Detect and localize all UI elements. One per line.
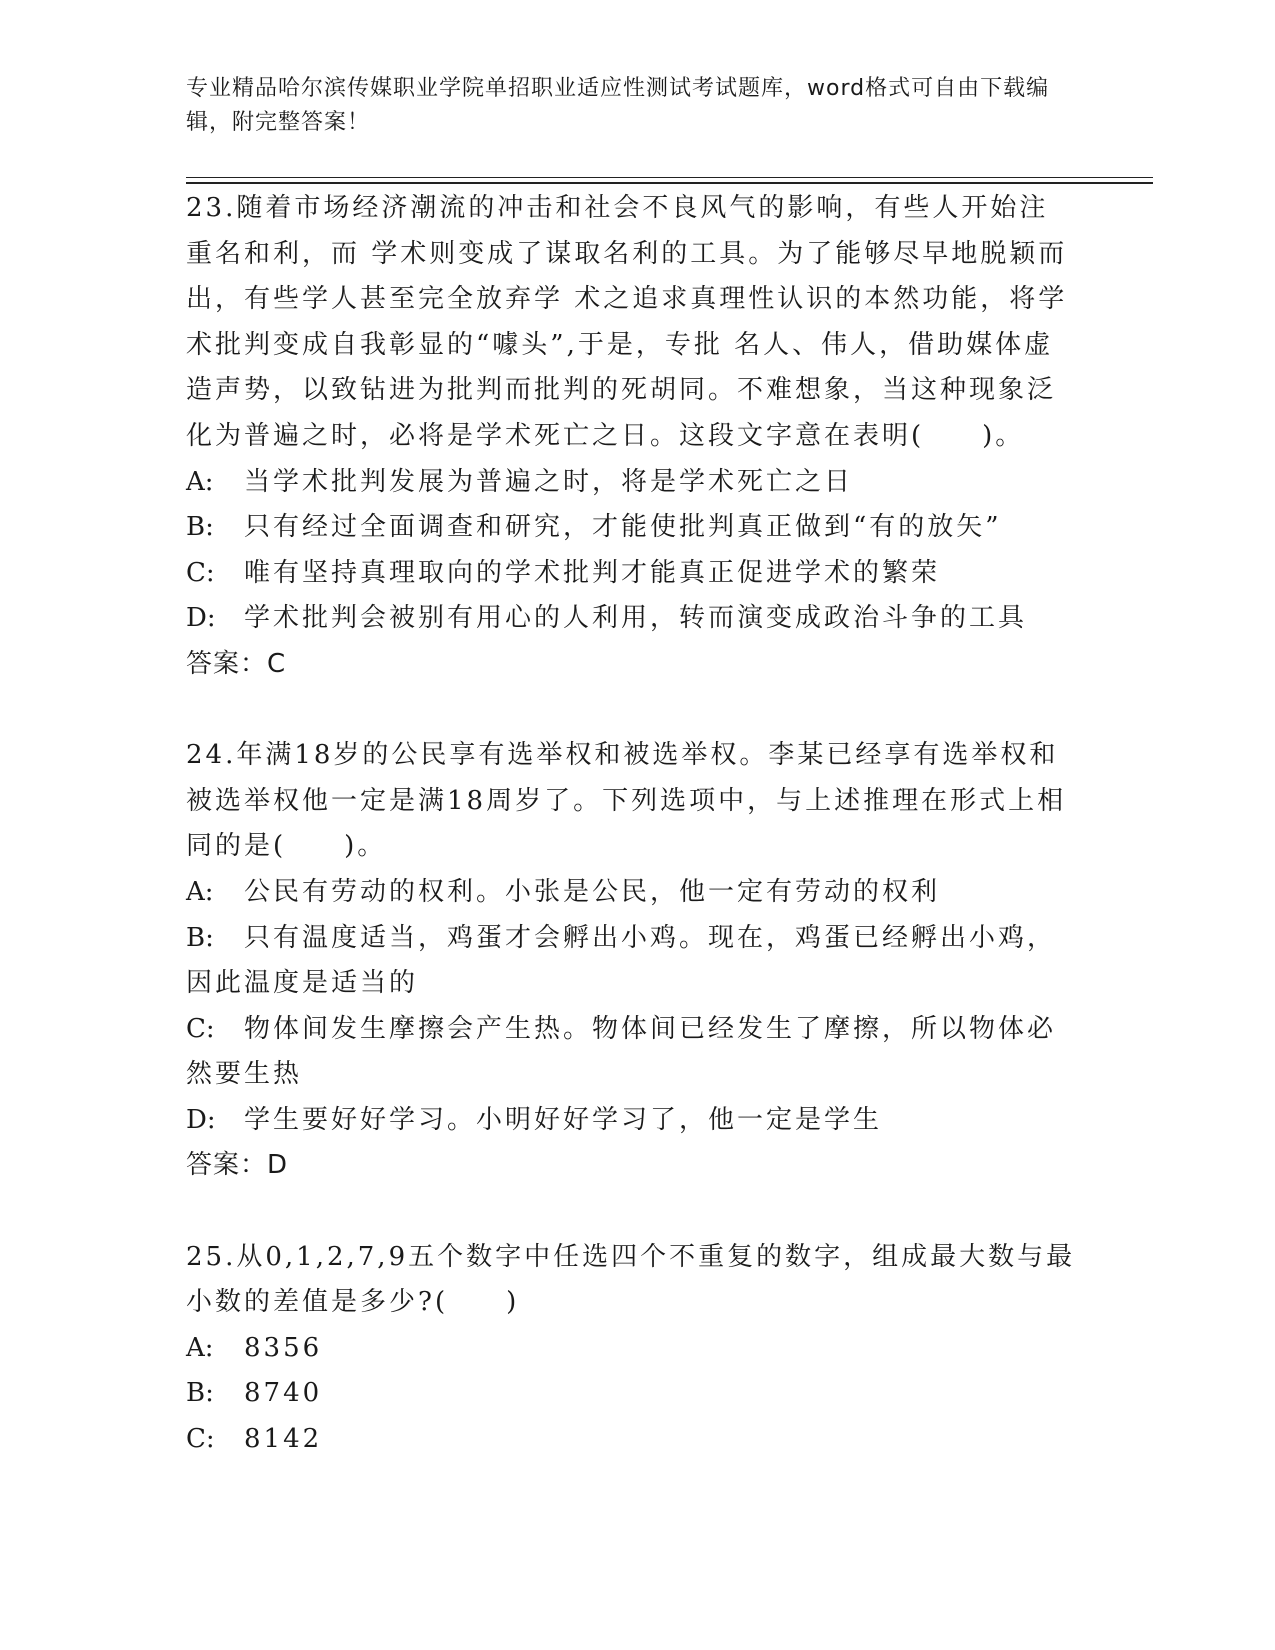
option-text: 8142 xyxy=(244,1424,323,1455)
option-key: A: xyxy=(186,466,214,497)
option-key: B: xyxy=(186,922,214,953)
question-list xyxy=(186,186,1076,1463)
option-text: 唯有坚持真理取向的学术批判才能真正促进学术的繁荣 xyxy=(244,557,941,588)
option-c xyxy=(186,1417,1076,1463)
option-c xyxy=(186,551,1076,597)
option-text: 只有温度适当，鸡蛋才会孵出小鸡。现在，鸡蛋已经孵出小鸡，因此温度是适当的 xyxy=(186,922,1057,999)
option-d xyxy=(186,1098,1076,1144)
option-b xyxy=(186,505,1076,551)
header-text: 专业精品哈尔滨传媒职业学院单招职业适应性测试考试题库，word格式可自由下载编辑，附完整答案！ xyxy=(186,76,1050,135)
header-divider-thin xyxy=(186,177,1153,178)
document-header xyxy=(186,72,1066,140)
option-d xyxy=(186,596,1076,642)
option-text: 8740 xyxy=(244,1378,323,1409)
option-key: B: xyxy=(186,512,214,543)
answer-label: 答案：D xyxy=(186,1150,289,1181)
question-stem: 25.从0,1,2,7,9五个数字中任选四个不重复的数字，组成最大数与最小数的差值是多少?( ) xyxy=(186,1241,1076,1318)
option-key: D: xyxy=(186,1104,216,1135)
option-text: 公民有劳动的权利。小张是公民，他一定有劳动的权利 xyxy=(244,876,941,907)
question-stem: 23.随着市场经济潮流的冲击和社会不良风气的影响，有些人开始注重名和利，而 学术则变成了谋取名利的工具。为了能够尽早地脱颖而出，有些学人甚至完全放弃学 术之追求真理性认识的本然功能，将学术批判变成自我彰显的“噱头”,于是，专批 名人、伟人，借助媒体虚造声势，以致钻进为批判而批判的死胡同。不难想象，当这种现象泛化为普遍之时，必将是学术死亡之日。这段文字意在表明( )。 xyxy=(186,193,1068,451)
header-divider-thick xyxy=(186,182,1153,184)
option-text: 当学术批判发展为普遍之时，将是学术死亡之日 xyxy=(244,466,854,497)
option-text: 8356 xyxy=(244,1332,323,1363)
option-text: 学术批判会被别有用心的人利用，转而演变成政治斗争的工具 xyxy=(244,603,1028,634)
option-c xyxy=(186,1007,1076,1098)
question-23 xyxy=(186,186,1076,688)
option-key: B: xyxy=(186,1378,214,1409)
option-key: C: xyxy=(186,557,215,588)
option-key: C: xyxy=(186,1013,215,1044)
answer-label: 答案：C xyxy=(186,648,287,679)
option-a xyxy=(186,460,1076,506)
question-25 xyxy=(186,1235,1076,1463)
option-b xyxy=(186,1371,1076,1417)
question-stem: 24.年满18岁的公民享有选举权和被选举权。李某已经享有选举权和被选举权他一定是满18周岁了。下列选项中，与上述推理在形式上相同的是( )。 xyxy=(186,740,1067,862)
question-spacer xyxy=(186,1189,1076,1235)
option-key: C: xyxy=(186,1424,215,1455)
option-a xyxy=(186,1326,1076,1372)
option-b xyxy=(186,916,1076,1007)
option-a xyxy=(186,870,1076,916)
option-text: 学生要好好学习。小明好好学习了，他一定是学生 xyxy=(244,1104,883,1135)
question-24 xyxy=(186,733,1076,1189)
option-key: A: xyxy=(186,876,214,907)
option-text: 只有经过全面调查和研究，才能使批判真正做到“有的放矢” xyxy=(244,512,1002,543)
question-spacer xyxy=(186,688,1076,734)
option-key: A: xyxy=(186,1332,214,1363)
option-text: 物体间发生摩擦会产生热。物体间已经发生了摩擦，所以物体必然要生热 xyxy=(186,1013,1057,1090)
option-key: D: xyxy=(186,603,216,634)
